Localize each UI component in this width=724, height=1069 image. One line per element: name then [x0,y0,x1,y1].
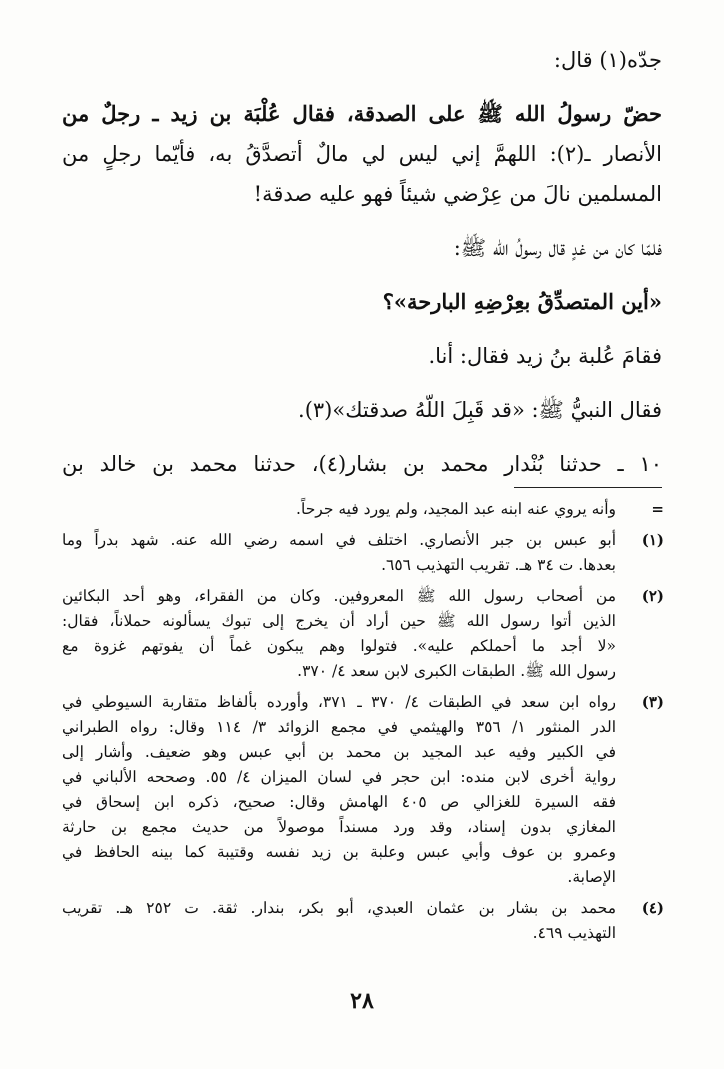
footnote-line: الإصابة. [567,868,616,886]
footnotes [62,497,664,952]
footnote-line: وعمرو بن عوف وأبي عبس وعلبة بن زيد نفسه وقتيبة كما بينه الحافظ في [62,843,616,861]
footnote-1 [62,528,664,578]
footnote-line: وأنه يروي عنه ابنه عبد المجيد، ولم يورد فيه جرحاً. [296,500,616,518]
footnote-line: الدر المنثور ١/ ٣٥٦ والهيثمي في مجمع الزوائد ٣/ ١١٤ وقال: رواه الطبراني [62,718,616,736]
hadith-line: الأنصار ـ(٢): اللهمَّ إني ليس لي مالٌ أتصدَّقُ به، فأيّما رجلٍ من [62,142,662,166]
page-number: ٢٨ [350,988,374,1014]
hadith-line: المسلمين نالَ من عِرْضي شيئاً فهو عليه صدقة! [253,182,662,206]
footnote-marker: (١) [641,531,664,549]
hadith-10-line: ١٠ ـ حدثنا بُنْدار محمد بن بشار(٤)، حدثنا محمد بن خالد بن [62,452,662,476]
footnote-line: الذين أتوا رسول الله ﷺ حين أراد أن يخرج إلى تبوك يسألونه حملاناً، فقال: [62,612,616,630]
footnote-line: فقه السيرة للغزالي ص ٤٠٥ الهامش وقال: صحيح، ذكره ابن إسحاق في [62,793,616,811]
footnote-line: رواية أخرى لابن منده: ابن حجر في لسان الميزان ٤/ ٥٥. وصححه الألباني في [62,768,616,786]
paragraph: فقامَ عُلبة بنُ زيد فقال: أنا. [428,344,662,368]
paragraph: فلمّا كان من غدٍ قال رسولُ الله ﷺ: [453,236,662,260]
footnote-line: في الكبير وفيه عبد المجيد بن محمد بن أبي عبس وهو ضعيف. وأشار إلى [62,743,616,761]
hadith-line: حضّ رسولُ الله ﷺ على الصدقة، فقال عُلْبَة بن زيد ـ رجلٌ من [62,101,662,126]
footnote-line: «لا أجد ما أحملكم عليه». فتولوا وهم يبكون غماً أن يفوتهم غزوة مع [62,637,616,655]
footnote-line: رواه ابن سعد في الطبقات ٤/ ٣٧٠ ـ ٣٧١، وأورده بألفاظ متقاربة السيوطي في [62,693,616,711]
footnote-line: أبو عبس بن جبر الأنصاري. اختلف في اسمه رضي الله عنه. شهد بدراً وما [62,531,616,549]
footnote-separator [514,487,662,488]
footnote-continuation [62,497,664,522]
paragraph: فقال النبيُّ ﷺ: «قد قَبِلَ اللّهُ صدقتك»(٣). [298,398,662,422]
header-line: جدّه(١) قال: [553,48,662,72]
footnote-line: من أصحاب رسول الله ﷺ المعروفين. وكان من الفقراء، وهو أحد البكائين [62,587,616,605]
footnote-marker: (٤) [641,899,664,917]
footnote-marker: (٣) [641,693,664,711]
footnote-2 [62,584,664,684]
footnote-line: رسول الله ﷺ. الطبقات الكبرى لابن سعد ٤/ ٣٧٠. [297,662,616,680]
footnote-line: المغازي بدون إسناد، وقد ورد مسنداً موصولاً من حديث مجمع بن حارثة [62,818,616,836]
footnote-3 [62,690,664,890]
footnote-line: التهذيب ٤٦٩. [532,924,616,942]
footnote-line: بعدها. ت ٣٤ هـ. تقريب التهذيب ٦٥٦. [381,556,616,574]
footnote-marker: (٢) [641,587,664,605]
footnote-line: محمد بن بشار بن عثمان العبدي، أبو بكر، بندار. ثقة. ت ٢٥٢ هـ. تقريب [62,899,616,917]
footnote-marker: = [651,500,664,518]
paragraph: «أين المتصدِّقُ بعِرْضِهِ البارحة»؟ [382,289,662,314]
footnote-4 [62,896,664,946]
main-text [62,40,662,484]
